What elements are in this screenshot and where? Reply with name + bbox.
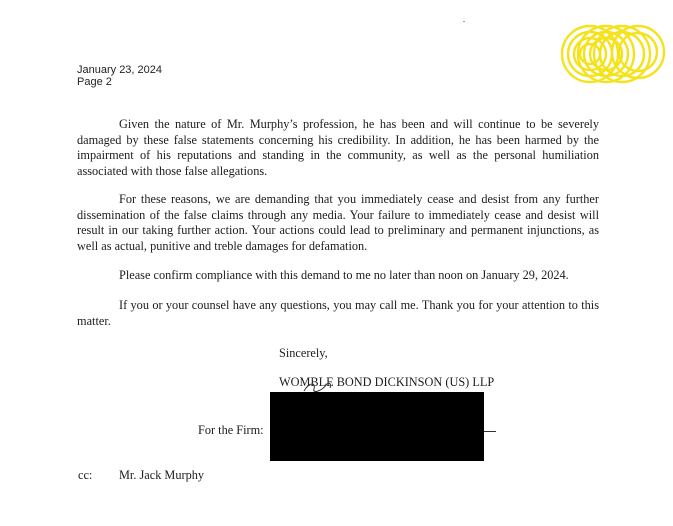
cc-recipient: Mr. Jack Murphy [119, 468, 205, 482]
firm-logo-icon [520, 18, 670, 90]
paragraph-compliance: Please confirm compliance with this demand to me no later than noon on January 29, 2024. [119, 268, 569, 282]
signature-redaction [270, 392, 484, 461]
scan-speck [463, 21, 465, 22]
paragraph-demand: For these reasons, we are demanding that you immediately cease and desist from any further dissemination of the false claims through any media. Your failure to immediately cease and desist will result in our taking further action. Your actions could lead to preliminary and permanent injunctions, as well as actual, punitive and treble damages for defamation. [77, 192, 599, 253]
paragraph-questions: If you or your counsel have any questions, you may call me. Thank you for your attention to this matter. [77, 298, 599, 328]
paragraph-damages: Given the nature of Mr. Murphy’s profession, he has been and will continue to be severely damaged by these false statements concerning his credibility. In addition, he has been harmed by the impairment of his reputations and standing in the community, as well as the personal humiliation associated with those false allegations. [77, 117, 599, 178]
firm-name: WOMBLE BOND DICKINSON (US) LLP [279, 375, 495, 389]
page-number: Page 2 [77, 76, 112, 88]
closing-salutation: Sincerely, [279, 346, 328, 360]
letter-date: January 23, 2024 [77, 64, 163, 76]
cc-label: cc: [78, 468, 93, 482]
for-the-firm-label: For the Firm: [198, 423, 264, 437]
